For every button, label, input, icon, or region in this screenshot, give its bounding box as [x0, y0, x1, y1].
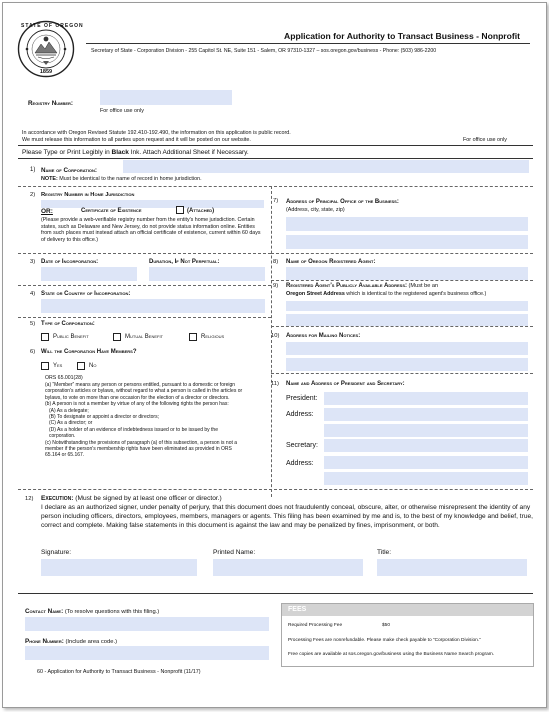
q7-divider: [271, 253, 533, 254]
q1-label: Name of Corporation:: [41, 167, 97, 174]
form-title: Application for Authority to Transact Business - Nonprofit: [284, 31, 521, 41]
q9-divider: [271, 326, 533, 327]
or-label: OR:: [41, 208, 53, 215]
signature-label: Signature:: [41, 549, 72, 556]
member-definition: [45, 382, 270, 459]
printed-name-label: Printed Name:: [213, 549, 256, 556]
registry-number-label: Registry Number:: [28, 100, 74, 107]
member-definition-line: (A) As a delegate;: [49, 407, 89, 414]
member-definition-line: (C) As a director; or: [49, 420, 93, 427]
fees-box: [281, 603, 534, 667]
principal-office-input-2[interactable]: [286, 235, 528, 249]
q5-label: Type of Corporation:: [41, 321, 95, 327]
column-divider: [271, 186, 272, 497]
member-definition-line: (c) Notwithstanding the provisions of paragraph (a) of this subsection, a person is not a: [45, 439, 238, 446]
processing-fee-amount: $50: [382, 623, 391, 628]
q8-label: Name of Oregon Registered Agent:: [286, 259, 376, 265]
phone-number-input[interactable]: [25, 646, 269, 660]
principal-office-input-1[interactable]: [286, 217, 528, 231]
incorporation-date-input[interactable]: [41, 267, 137, 281]
mutual-benefit-label: Mutual Benefit: [125, 334, 164, 340]
members-no-checkbox[interactable]: [77, 362, 85, 370]
agent-address-input-1[interactable]: [286, 301, 528, 311]
execution-declaration: I declare as an authorized signer, under penalty of perjury, that this document does not fraudulently conceal, obscure, alter, or otherwise misrepresent the identity of any person including officers, directors, employees, members, managers or agents. This filing has been examined by me and is, to the best of my knowledge and belief, true, correct and complete. Making false statements in this document is against the law and may be penalized by fines, imprisonment, or both.: [41, 504, 533, 529]
print-instructions: Please Type or Print Legibly in Black Ink. Attach Additional Sheet if Necessary.: [22, 149, 249, 156]
q11-divider: [18, 489, 533, 490]
member-definition-line: (a) “Member” means any person or persons entitled, pursuant to a domestic or foreign: [45, 382, 236, 388]
public-record-notice-1: In accordance with Oregon Revised Statute 192.410-192.490, the information on this application is public record.: [22, 130, 291, 136]
fees-header: [282, 604, 533, 616]
president-name-input[interactable]: [324, 392, 528, 405]
secretary-address-input-2[interactable]: [324, 472, 528, 485]
contact-name-label: Contact Name: (To resolve questions with this filing.): [25, 608, 160, 615]
q9-number: 9): [273, 283, 279, 289]
q11-label: Name and Address of President and Secretary:: [286, 381, 405, 387]
seal-top-text: STATE OF OREGON: [21, 23, 84, 29]
execution-divider: [18, 593, 533, 594]
public-benefit-checkbox[interactable]: [41, 333, 49, 341]
q12-number: 12): [25, 496, 34, 502]
q9-sublabel: Oregon Street Address which is identical to the registered agent's business office.): [286, 291, 487, 297]
q8-number: 8): [273, 259, 279, 265]
q5-number: 5): [30, 321, 36, 327]
attached-label: (Attached): [187, 208, 215, 214]
member-definition-line: bylaws, to vote on more than one occasion for the election of a director or directors.: [45, 394, 230, 401]
q7-label: Address of Principal Office of the Business:: [286, 199, 399, 205]
q8-divider: [271, 280, 533, 281]
members-yes-label: Yes: [53, 363, 63, 369]
address-line: Secretary of State - Corporation Division - 255 Capitol St. NE, Suite 151 - Salem, OR 97310-1327 – sos.oregon.gov/business - Phone: (503) 986-2200: [91, 48, 437, 54]
q3-label: Date of Incorporation:: [41, 259, 99, 265]
signature-input[interactable]: [41, 559, 197, 576]
q3-divider: [18, 285, 271, 286]
secretary-address-label: Address:: [286, 460, 314, 467]
q2-instructions: (Please provide a web-verifiable registry number from the entity's home jurisdiction. Certain states, such as Delaware and New Jersey, do not provide status information online. Entities from such places must instead attach an official certificate of existence, current within 60 days of delivery to this office.): [41, 217, 261, 244]
q10-number: 10): [271, 333, 280, 339]
form-footer: 60 - Application for Authority to Transact Business - Nonprofit (11/17): [37, 669, 201, 675]
members-yes-checkbox[interactable]: [41, 362, 49, 370]
q7-sublabel: (Address, city, state, zip): [286, 207, 345, 213]
q1-divider: [18, 186, 533, 187]
q12-label: Execution: (Must be signed by at least one officer or director.): [41, 495, 222, 502]
fees-title: FEES: [288, 606, 307, 613]
form-page: [2, 2, 547, 708]
q1-note: NOTE: Must be identical to the name of record in home jurisdiction.: [41, 176, 202, 182]
secretary-label: Secretary:: [286, 442, 318, 449]
member-definition-line: member if the person's membership rights have been eliminated as provided in ORS: [45, 446, 232, 453]
contact-name-input[interactable]: [25, 617, 269, 631]
processing-fee-label: Required Processing Fee: [288, 623, 343, 628]
q4-number: 4): [30, 291, 36, 297]
instructions-divider: [18, 158, 533, 159]
q9-label: Registered Agent's Publicly Available Address: (Must be an: [286, 283, 439, 289]
office-use-label: For office use only: [100, 108, 144, 114]
home-registry-number-input[interactable]: [41, 200, 264, 208]
q7-number: 7): [273, 198, 279, 204]
q11-number: 11): [271, 381, 279, 387]
q1-number: 1): [30, 167, 36, 173]
president-address-input-2[interactable]: [324, 424, 528, 437]
registry-number-input[interactable]: [100, 90, 232, 105]
religious-label: Religious: [201, 334, 225, 340]
title-input[interactable]: [377, 559, 527, 576]
free-copies-note: Free copies are available at sos.oregon.gov/business using the Business Name Search program.: [288, 652, 495, 657]
religious-checkbox[interactable]: [189, 333, 197, 341]
member-definition-line: (b) A person is not a member by virtue of any of the following rights the person has:: [45, 401, 229, 408]
q2-divider: [18, 253, 271, 254]
president-address-label: Address:: [286, 411, 314, 418]
registered-agent-input[interactable]: [286, 267, 528, 280]
q4-label: State or Country of Incorporation:: [41, 291, 131, 297]
secretary-address-input-1[interactable]: [324, 456, 528, 469]
public-record-notice-2: We must release this information to all parties upon request and it will be posted on our website.: [22, 137, 251, 143]
office-use-label-2: For office use only: [463, 137, 507, 143]
q6-label: Will the Corporation Have Members?: [41, 349, 137, 355]
q3-number: 3): [30, 259, 36, 265]
certificate-label: Certificate of Existence: [81, 208, 142, 214]
seal-year: 1859: [39, 69, 53, 75]
ors-citation: ORS 65.001(28): [45, 375, 83, 381]
duration-input[interactable]: [149, 267, 265, 281]
q4-divider: [18, 317, 271, 318]
president-label: President:: [286, 395, 318, 402]
q2-label: Registry Number in Home Jurisdiction: [41, 192, 135, 198]
public-benefit-label: Public Benefit: [53, 334, 89, 340]
member-definition-line: (B) To designate or appoint a director or directors;: [49, 414, 159, 421]
member-definition-line: corporation.: [49, 433, 76, 440]
header-divider: [86, 43, 530, 44]
member-definition-line: (D) As a holder of an evidence of indebtedness issued or to be issued by the: [49, 426, 218, 433]
secretary-name-input[interactable]: [324, 439, 528, 452]
title-label: Title:: [377, 549, 392, 556]
member-definition-line: 65.164 or 65.167.: [45, 452, 85, 459]
state-country-input[interactable]: [41, 299, 265, 313]
mailing-address-input-2[interactable]: [286, 358, 528, 371]
duration-label: Duration, If Not Perpetual:: [149, 259, 220, 265]
mailing-address-input-1[interactable]: [286, 342, 528, 355]
certificate-attached-checkbox[interactable]: [176, 206, 184, 214]
q6-number: 6): [30, 349, 36, 355]
phone-number-label: Phone Number: (Include area code.): [25, 638, 117, 645]
fees-nonrefundable-note: Processing Fees are nonrefundable. Please make check payable to “Corporation Division.”: [288, 638, 481, 643]
mutual-benefit-checkbox[interactable]: [113, 333, 121, 341]
printed-name-input[interactable]: [213, 559, 363, 576]
q10-divider: [271, 373, 533, 374]
members-no-label: No: [89, 363, 97, 369]
notice-divider: [18, 145, 533, 146]
member-definition-line: corporation's articles or bylaws, without regard to what a person is called in the articles or: [45, 388, 243, 395]
q2-number: 2): [30, 192, 36, 198]
president-address-input-1[interactable]: [324, 408, 528, 421]
q10-label: Address for Mailing Notices:: [286, 333, 361, 339]
agent-address-input-2[interactable]: [286, 314, 528, 326]
corporation-name-input[interactable]: [123, 160, 529, 173]
